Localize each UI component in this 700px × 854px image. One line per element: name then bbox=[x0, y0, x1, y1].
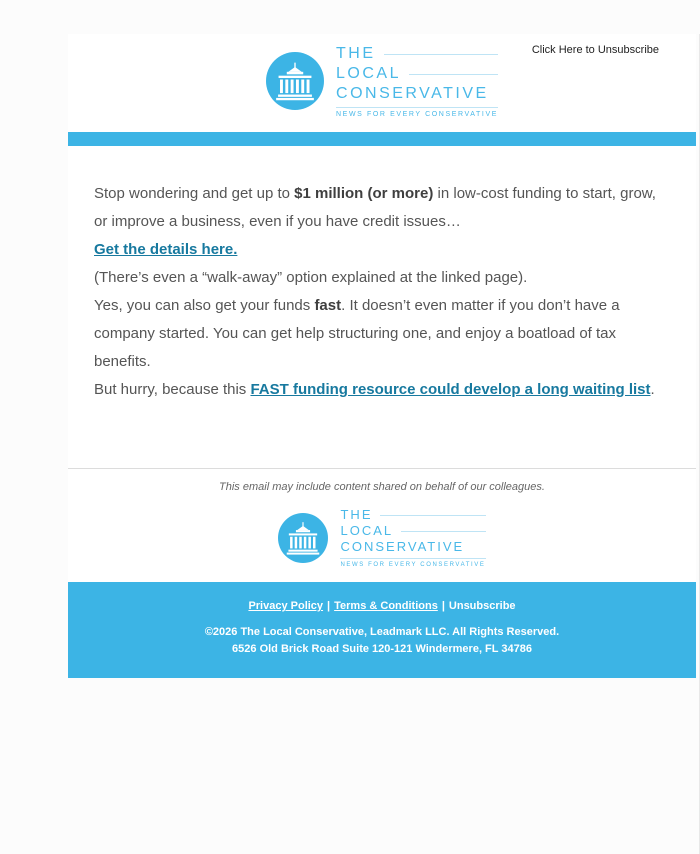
hurry-paragraph bbox=[94, 376, 670, 404]
brand-logo-footer bbox=[68, 497, 696, 582]
privacy-policy-link[interactable]: Privacy Policy bbox=[248, 600, 324, 612]
footer-bar bbox=[68, 582, 696, 678]
logo-tagline: NEWS FOR EVERY CONSERVATIVE bbox=[336, 111, 498, 118]
unsubscribe-link[interactable]: Unsubscribe bbox=[448, 600, 516, 612]
logo-text-the: THE bbox=[336, 45, 376, 62]
footer-link-separator: | bbox=[327, 600, 331, 612]
logo-text-local: LOCAL bbox=[336, 65, 401, 82]
paragraph-text: But hurry, because this bbox=[94, 381, 251, 398]
logo-line-the bbox=[336, 44, 498, 64]
walk-away-paragraph bbox=[94, 264, 670, 292]
top-unsubscribe-link[interactable]: Click Here to Unsubscribe bbox=[531, 44, 659, 56]
paragraph-text: . bbox=[650, 381, 655, 398]
logo-wordmark bbox=[336, 44, 498, 118]
footer-link-separator: | bbox=[441, 600, 445, 612]
logo-line-the bbox=[340, 507, 485, 523]
logo-line-local bbox=[336, 64, 498, 84]
logo-rule bbox=[409, 74, 498, 75]
paragraph-text: . It doesn’t even matter if you don’t have a company started. You can get help structuring one, and enjoy a boatload of tax benefits. bbox=[94, 297, 620, 370]
paragraph-text: Stop wondering and get up to bbox=[94, 185, 295, 202]
funding-intro-paragraph bbox=[94, 180, 670, 236]
get-details-link[interactable]: Get the details here. bbox=[94, 241, 238, 258]
logo-rule bbox=[401, 531, 485, 532]
logo-tagline: NEWS FOR EVERY CONSERVATIVE bbox=[340, 562, 486, 568]
logo-rule bbox=[380, 515, 485, 516]
funds-fast-paragraph bbox=[94, 292, 670, 376]
whitehouse-logo-icon bbox=[278, 513, 328, 563]
paragraph-text: (There’s even a “walk-away” option explained at the linked page). bbox=[94, 269, 528, 286]
paragraph-text: in low-cost funding to start, grow, or improve a business, even if you have credit issues… bbox=[94, 185, 656, 230]
million-bold-text: $1 million (or more) bbox=[294, 185, 434, 202]
fast-funding-link[interactable]: FAST funding resource could develop a long waiting list bbox=[250, 381, 651, 398]
accent-bar bbox=[68, 132, 696, 146]
logo-text-the: THE bbox=[340, 507, 373, 522]
logo-text-local: LOCAL bbox=[340, 523, 394, 538]
footer-address: 6526 Old Brick Road Suite 120-121 Windermere, FL 34786 bbox=[232, 643, 532, 655]
footer-links-row bbox=[88, 600, 676, 612]
logo-text-conservative: CONSERVATIVE bbox=[336, 85, 489, 102]
footer-copyright: ©2026 The Local Conservative, Leadmark LLC. All Rights Reserved. bbox=[204, 626, 560, 638]
logo-rule bbox=[384, 54, 498, 55]
paragraph-text: Yes, you can also get your funds bbox=[94, 297, 315, 314]
whitehouse-logo-icon bbox=[266, 52, 324, 110]
footer-divider-line bbox=[68, 468, 696, 469]
logo-text-conservative: CONSERVATIVE bbox=[340, 539, 465, 554]
email-body-content bbox=[68, 146, 696, 468]
logo-separator-line bbox=[340, 558, 485, 559]
fast-bold-text: fast bbox=[314, 297, 342, 314]
logo-wordmark bbox=[340, 507, 485, 568]
disclaimer-text: This email may include content shared on behalf of our colleagues. bbox=[219, 481, 545, 493]
details-link-paragraph bbox=[94, 236, 670, 264]
logo-separator-line bbox=[336, 107, 498, 108]
logo-line-local bbox=[340, 523, 485, 539]
email-container bbox=[68, 34, 696, 678]
terms-conditions-link[interactable]: Terms & Conditions bbox=[334, 600, 438, 612]
